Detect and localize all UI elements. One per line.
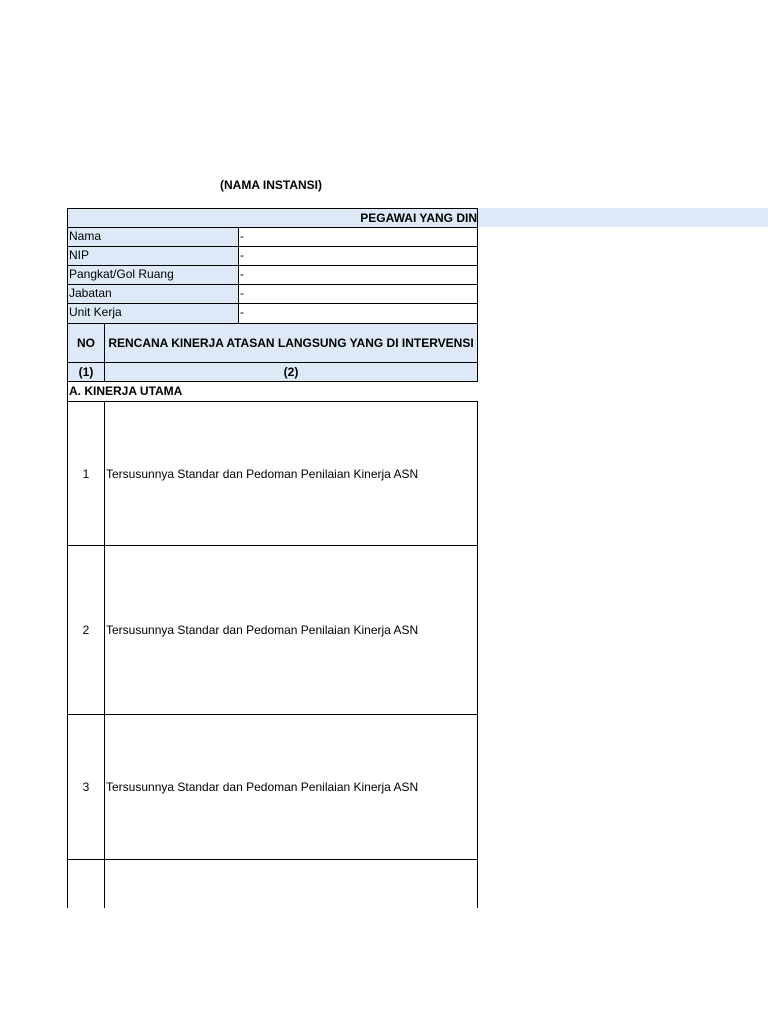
section-kinerja-utama: A. KINERJA UTAMA [67, 381, 478, 402]
col-index-rencana: (2) [104, 362, 478, 382]
col-index-no: (1) [67, 362, 105, 382]
col-header-no: NO [67, 323, 105, 363]
row-3-no: 3 [67, 714, 105, 860]
info-value-pangkat: - [238, 265, 478, 285]
info-label-nama: Nama [67, 227, 239, 247]
info-value-nama: - [238, 227, 478, 247]
row-1-text: Tersusunnya Standar dan Pedoman Penilaian Kinerja ASN [104, 401, 478, 546]
row-2-text: Tersusunnya Standar dan Pedoman Penilaian Kinerja ASN [104, 545, 478, 715]
info-label-nip: NIP [67, 246, 239, 266]
row-3-text: Tersusunnya Standar dan Pedoman Penilaian Kinerja ASN [104, 714, 478, 860]
row-2-no: 2 [67, 545, 105, 715]
info-value-nip: - [238, 246, 478, 266]
pegawai-header-label: PEGAWAI YANG DIN [360, 211, 477, 225]
instansi-title: (NAMA INSTANSI) [220, 178, 322, 192]
info-value-jabatan: - [238, 284, 478, 304]
info-label-unit-kerja: Unit Kerja [67, 303, 239, 324]
info-label-jabatan: Jabatan [67, 284, 239, 304]
pegawai-header-cell [67, 208, 478, 228]
info-value-unit-kerja: - [238, 303, 478, 324]
col-header-rencana: RENCANA KINERJA ATASAN LANGSUNG YANG DI INTERVENSI [104, 323, 478, 363]
info-label-pangkat: Pangkat/Gol Ruang [67, 265, 239, 285]
row-1-no: 1 [67, 401, 105, 546]
row-4-no [67, 859, 105, 908]
row-4-text [104, 859, 478, 908]
